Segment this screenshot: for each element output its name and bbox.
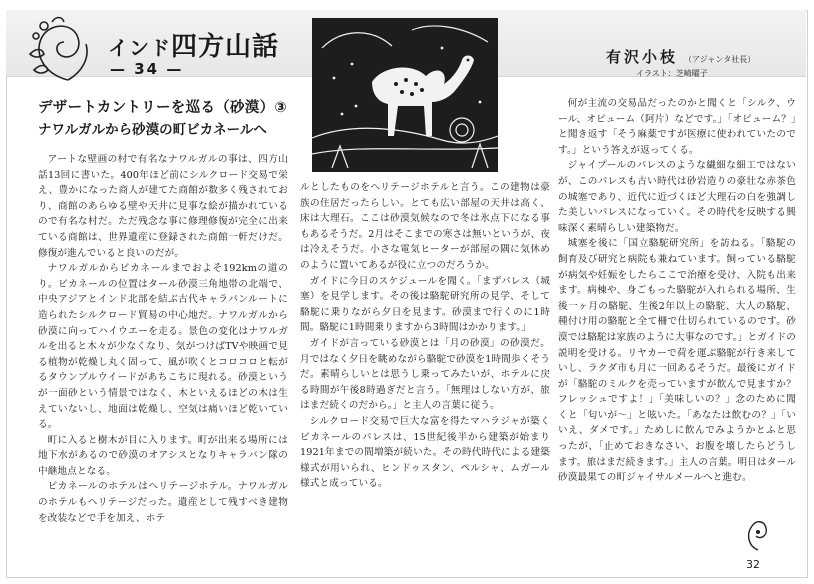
paragraph: ガイドに今日のスケジュールを聞く。「まずパレス（城塞）を見学します。その後は駱駝研究所の見学、そして駱駝に乗りながら夕日を見ます。砂漠まで行くのに1時間。駱駝に1時間乗りますから3時間はかかります。」	[300, 275, 550, 334]
paragraph: ルとしたものをヘリテージホテルと言う。この建物は豪族の住居だったらしい。とても広い部屋の天井は高く、床は大理石。ここは砂漠気候なので冬は氷点下になる事もあるそうだ。2月はそこまでの寒さは無いというが、夜は冷えそうだ。小さな電気ヒーターが部屋の隅に気休めのように置いてあるが役に立つのだろうか。	[300, 182, 550, 271]
paragraph: ガイドが言っている砂漠とは「月の砂漠」の砂漠だ。月ではなく夕日を眺めながら駱駝で砂漠を1時間歩くそうだ。素晴らしいとは思うし乗ってみたいが、ホテルに戻る時間が午後8時過ぎだと言う。「無理はしない方が、旅はまだ続くのだから。」と主人の言葉に従う。	[300, 337, 550, 412]
paragraph: アートな壁画の村で有名なナワルガルの事は、四方山話13回に書いた。400年ほど前にシルクロード交易で栄え、豊かになった商人が建てた商館が数多く残されており、商館のあらゆる壁や天井に見事な絵が描かれているので有名な村だ。ただ残念な事に修理修復が完全に出来ている商館は、世界遺産に登録された商館一軒だけだ。修復が進んでいると良いのだが。	[38, 154, 288, 259]
author-affiliation: （アジャンタ社長）	[684, 55, 756, 64]
illustrator-credit: イラスト：芝崎曜子	[636, 69, 708, 78]
paisley-ornament-icon	[22, 14, 102, 86]
series-title-main: 四方山話	[171, 32, 280, 62]
article-headline: デザートカントリーを巡る（砂漠）③	[38, 100, 287, 116]
author-name	[606, 46, 755, 67]
paragraph: 町に入ると樹木が目に入ります。町が出来る場所には地下水があるので砂漠のオアシスとなりキャラバン隊の中継地点となる。	[38, 434, 288, 477]
page-number: 32	[746, 558, 760, 571]
paragraph: ジャイプールのパレスのような繊細な細工ではないが、このパレスも古い時代は砂岩造りの豪壮な赤茶色の城塞であり、近代に近づくほど大理石の白を強調した美しいパレスになっていく。その時代を反映する興味深く素晴らしい建築物だ。	[558, 160, 796, 234]
article-subheadline: ナワルガルから砂漠の町ビカネールへ	[38, 122, 267, 138]
series-title-prefix: インド	[108, 36, 171, 60]
paragraph: ビカネールのホテルはヘリテージホテル。ナワルガルのホテルもヘリテージだった。遺産として残すべき建物を改装などで手を加え、ホテ	[38, 481, 288, 524]
paisley-icon	[744, 516, 770, 552]
issue-number: — 34 —	[110, 60, 184, 78]
author-name-text: 有沢小枝	[606, 48, 679, 66]
paragraph: 何が主流の交易品だったのかと聞くと「シルク、ウール、オピューム（阿片）などです。」「オピューム？」と聞き返す「そう麻薬ですが医療に使われていたのです。」という答えが返ってくる。	[558, 98, 796, 156]
column-3	[558, 96, 796, 486]
series-title	[108, 26, 279, 63]
camel-illustration	[312, 18, 498, 172]
column-2	[300, 180, 550, 492]
paragraph: ナワルガルからビカネールまでおよそ192kmの道のり。ビカネールの位置はタール砂漠三角地帯の北端で、中央アジアとインド北部を結ぶ古代キャラバンルートに造られたシルクロード貿易の中心地だ。ナワルガルから砂漠に向ってハイウエーを走る。景色の変化はナワルガルを出ると木々が少なくなり、気がつけばTVや映画で見る植物が乾燥し丸く固って、風が吹くとコロコロと転がるタウンブルウイードがあちこちに現れる。砂漠というが一面砂という情景ではなく、木といえるほどの木は生えていないし、地面は乾燥し、空気は痛いほど乾いている。	[38, 263, 288, 431]
paragraph: 城塞を後に「国立駱駝研究所」を訪ねる。「駱駝の飼育及び研究と病院も兼ねています。飼っている駱駝が病気や妊娠をしたらここで治療を受け、入院も出来ます。病棟や、身ごもった駱駝が入れられる場所、生後一ヶ月の駱駝、生後2年以上の駱駝、大人の駱駝、種付け用の駱駝と全て柵で仕切られているのです。砂漠では駱駝は家族のように大事なのです。」とガイドの説明を受ける。リヤカーで荷を運ぶ駱駝が行き来していし、ラクダ市も月に一回あるそうだ。最後にガイドが「駱駝のミルクを売っていますが飲んで見ますか？フレッシュですよ！」「美味しいの？」念のために聞くと「匂いが～」と呟いた。「あなたは飲むの？」「いいえ、ダメです。」ためしに飲んでみようかとふと思ったが、「止めておきなさい、お腹を壊したらどうします。旅はまだ続きます。」主人の言葉。明日はタール砂漠最果ての町ジャイサルメールへと進む。	[558, 238, 796, 484]
column-1	[38, 152, 288, 526]
paragraph: シルクロード交易で巨大な富を得たマハラジャが築くビカネールのパレスは、15世紀後半から建築が始まり1921年までの間増築が続いた。その時代時代による建築様式が用いられ、ヒンドゥスタン、ペルシャ、ムガール様式と成っている。	[300, 415, 550, 490]
